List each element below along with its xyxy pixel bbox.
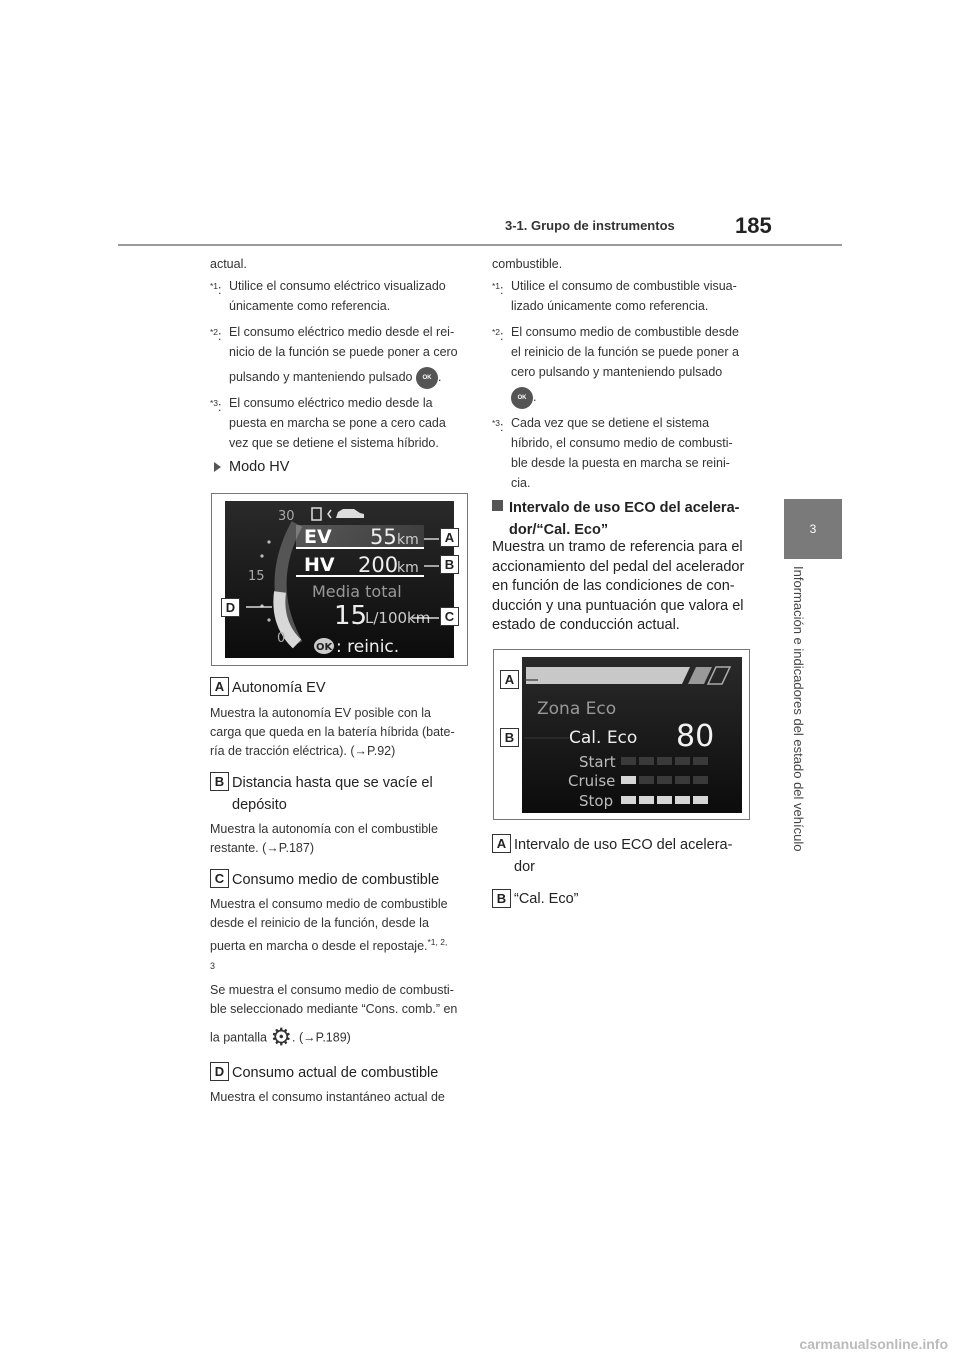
left-continuation: actual. xyxy=(210,257,247,271)
section-title-eco: Intervalo de uso ECO del acelera- dor/“Cal. Eco” xyxy=(492,497,762,541)
avg-unit: L/100km xyxy=(365,609,431,627)
eco-item-label-b: B xyxy=(492,889,511,908)
section-paragraph-eco: Muestra un tramo de referencia para el accionamiento del pedal del acelerador en función de las condiciones de con- ducción y una puntuación que valora el estado de conducción actual. xyxy=(492,539,745,633)
ev-value: 55 xyxy=(370,525,397,549)
item-title-a: Autonomía EV xyxy=(232,680,326,696)
eco-bar-segment xyxy=(621,776,636,784)
item-desc-c-gear: la pantalla ⚙. (→P.189) xyxy=(210,1024,351,1051)
cal-eco-label: Cal. Eco xyxy=(569,728,638,748)
eco-item-title-b: “Cal. Eco” xyxy=(514,891,579,907)
scale-30: 30 xyxy=(278,509,295,524)
eco-bar-segment xyxy=(621,796,636,804)
triangle-bullet-icon xyxy=(214,462,221,472)
avg-label: Media total xyxy=(312,582,402,601)
eco-bar-segment xyxy=(657,757,672,765)
gear-icon: ⚙ xyxy=(270,1024,292,1051)
hv-label: HV xyxy=(304,554,335,576)
zone-eco-label: Zona Eco xyxy=(537,699,617,719)
mode-heading: Modo HV xyxy=(214,456,289,478)
eco-bar-segment xyxy=(675,776,690,784)
callout-a: A xyxy=(440,528,459,547)
eco-bar-segment xyxy=(639,757,654,765)
row-label-stop: Stop xyxy=(579,792,614,810)
eco-score-bars xyxy=(621,757,708,804)
left-footnote-2: $^{*2}$: El consumo eléctrico medio desde el rei- nicio de la función se puede poner a cero pulsando y manteniendo pulsado OK . xyxy=(210,322,470,392)
item-label-a: A xyxy=(210,677,229,696)
right-continuation: combustible. xyxy=(492,257,563,271)
callout-d: D xyxy=(221,598,240,617)
square-bullet-icon xyxy=(492,500,503,511)
left-footnote-1: $^{*1}$: Utilice el consumo eléctrico visualizado únicamente como referencia. xyxy=(210,279,446,313)
eco-callout-a: A xyxy=(500,670,519,689)
watermark: carmanualsonline.info xyxy=(799,1336,948,1352)
row-label-cruise: Cruise xyxy=(568,772,616,790)
avg-value: 15 xyxy=(334,601,368,631)
eco-bar-segment xyxy=(675,757,690,765)
left-footnote-3: $^{*3}$: El consumo eléctrico medio desde la puesta en marcha se pone a cero cada vez que se detiene el sistema híbrido. xyxy=(210,396,446,450)
eco-bar-segment xyxy=(657,776,672,784)
eco-bar-segment xyxy=(675,796,690,804)
header-rule xyxy=(118,244,842,246)
eco-bar-segment xyxy=(639,776,654,784)
ok-button-icon: OK xyxy=(416,367,438,389)
eco-zone-bar xyxy=(526,667,690,684)
item-title-b: Distancia hasta que se vacíe el depósito xyxy=(232,775,433,813)
row-label-start: Start xyxy=(579,753,616,771)
callout-c: C xyxy=(440,607,459,626)
eco-bar-segment xyxy=(693,776,708,784)
right-footnote-2: $^{*2}$: El consumo medio de combustible desde el reinicio de la función se puede poner a cero pulsando y manteniendo pulsado OK . xyxy=(492,322,757,412)
chapter-tab xyxy=(784,499,842,559)
eco-bar-segment xyxy=(639,796,654,804)
item-label-d: D xyxy=(210,1062,229,1081)
eco-display-figure xyxy=(493,649,750,820)
item-desc-c: Muestra el consumo medio de combustible desde el reinicio de la función, desde la puerta en marcha o desde el repostaje.$^{*1, 2,}$ 3 xyxy=(210,897,448,972)
chapter-title: Información e indicadores del estado del vehículo xyxy=(791,566,806,852)
right-footnote-3: $^{*3}$: Cada vez que se detiene el sistema híbrido, el consumo medio de combusti- ble desde la puesta en marcha se reini- cia. xyxy=(492,416,733,490)
item-label-c: C xyxy=(210,869,229,888)
hv-value: 200 xyxy=(358,553,399,577)
item-desc-b: Muestra la autonomía con el combustible restante. (→P.187) xyxy=(210,822,438,855)
item-title-c: Consumo medio de combustible xyxy=(232,872,440,888)
item-label-b: B xyxy=(210,772,229,791)
chapter-number: 3 xyxy=(809,522,817,536)
hv-unit: km xyxy=(397,560,419,576)
ev-label: EV xyxy=(304,526,332,548)
item-desc-d: Muestra el consumo instantáneo actual de xyxy=(210,1090,445,1104)
item-title-d: Consumo actual de combustible xyxy=(232,1065,439,1081)
section-header: 3-1. Grupo de instrumentos xyxy=(505,218,675,233)
eco-callout-b: B xyxy=(500,728,519,747)
eco-score-value: 80 xyxy=(676,719,715,754)
item-desc-a: Muestra la autonomía EV posible con la carga que queda en la batería híbrida (bate- ría de tracción eléctrica). (→P.92) xyxy=(210,706,455,758)
hv-display-svg xyxy=(212,494,467,665)
reset-label: : reinic. xyxy=(336,637,400,657)
eco-bar-segment xyxy=(621,757,636,765)
right-footnote-1: $^{*1}$: Utilice el consumo de combustible visua- lizado únicamente como referencia. xyxy=(492,279,737,313)
eco-item-title-a: Intervalo de uso ECO del acelera- dor xyxy=(514,837,733,875)
eco-bar-segment xyxy=(657,796,672,804)
eco-display-svg xyxy=(494,650,749,819)
callout-b: B xyxy=(440,555,459,574)
scale-15: 15 xyxy=(248,569,265,584)
page-number: 185 xyxy=(735,213,772,238)
scale-0: 0 xyxy=(277,631,286,646)
eco-bar-segment xyxy=(693,757,708,765)
eco-bar-segment xyxy=(693,796,708,804)
hv-display-figure xyxy=(211,493,468,666)
ok-button-icon-right: OK xyxy=(511,387,533,409)
item-desc-c-extra: Se muestra el consumo medio de combusti- ble seleccionado mediante “Cons. comb.” en xyxy=(210,983,458,1016)
eco-item-label-a: A xyxy=(492,834,511,853)
svg-text:OK: OK xyxy=(316,642,333,653)
ev-unit: km xyxy=(397,532,419,548)
